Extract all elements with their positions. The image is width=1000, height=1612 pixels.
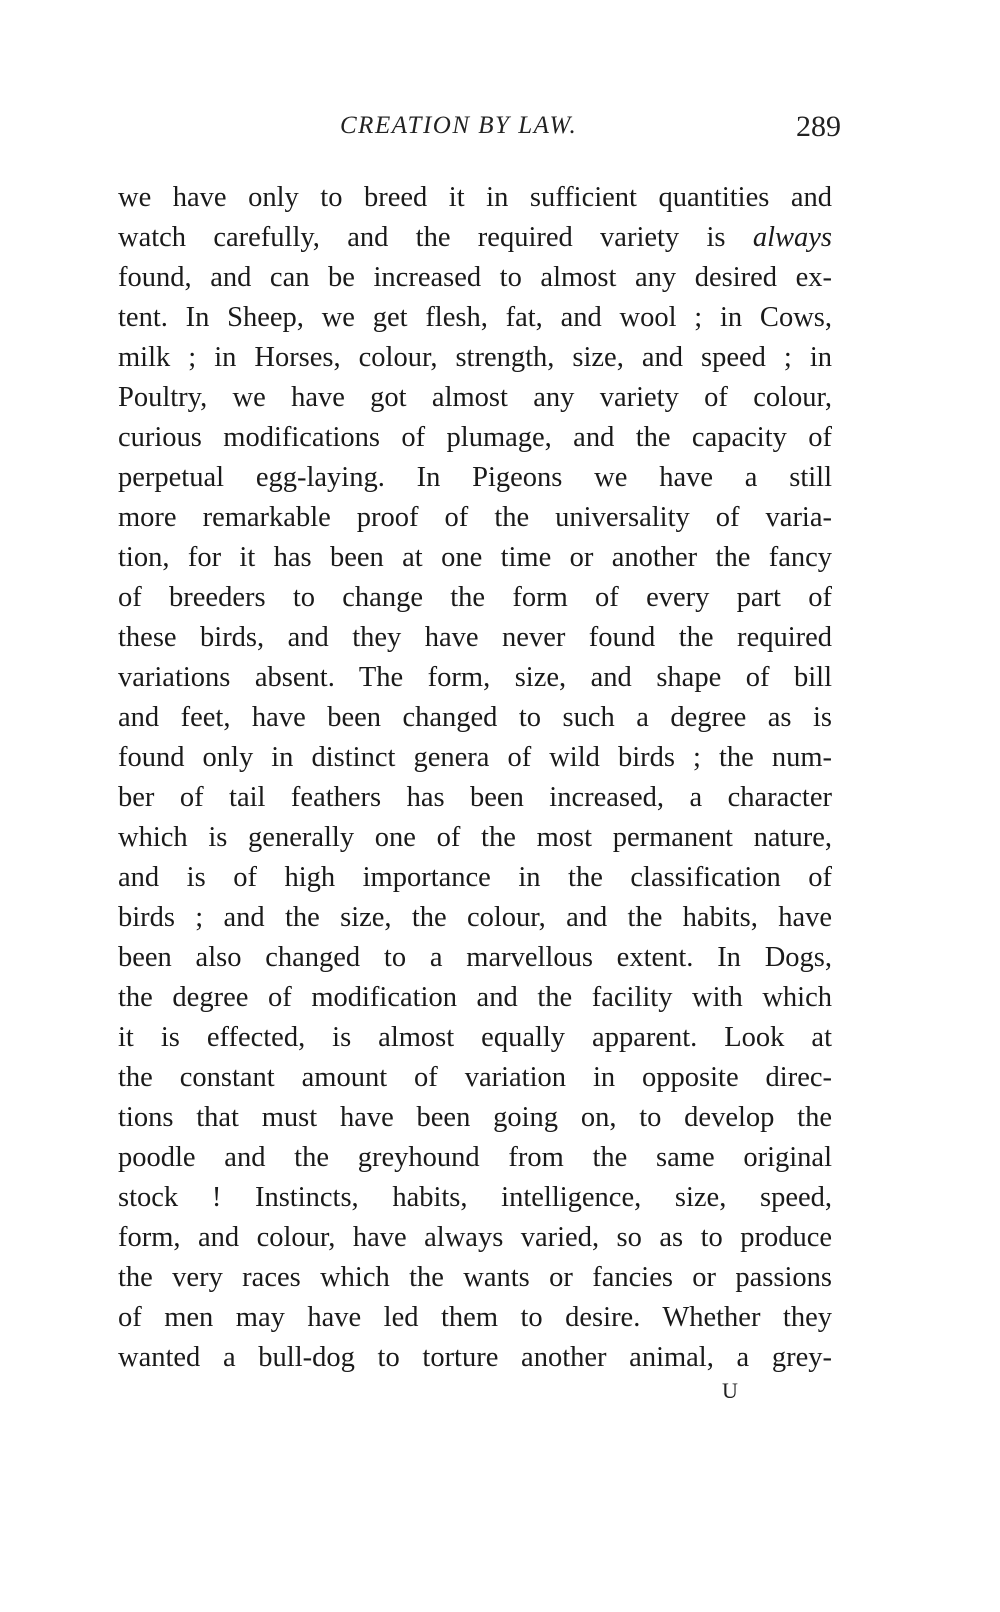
text-line: the constant amount of variation in opposite direc- (118, 1062, 832, 1093)
text-line: found, and can be increased to almost any desired ex- (118, 262, 832, 293)
text-line: the degree of modification and the facility with which (118, 982, 832, 1013)
text-line: of men may have led them to desire. Whether they (118, 1302, 832, 1333)
text-line: tent. In Sheep, we get flesh, fat, and wool ; in Cows, (118, 302, 832, 333)
text-line: of breeders to change the form of every part of (118, 582, 832, 613)
signature-mark: U (722, 1378, 738, 1403)
text-line: and feet, have been changed to such a degree as is (118, 702, 832, 733)
text-line: and is of high importance in the classification of (118, 862, 832, 893)
text-line (118, 218, 832, 258)
text-line: these birds, and they have never found the required (118, 622, 832, 653)
text-line: variations absent. The form, size, and shape of bill (118, 662, 832, 693)
text-line: ber of tail feathers has been increased, a character (118, 782, 832, 813)
text-line: we have only to breed it in sufficient quantities and (118, 182, 832, 213)
text-line: been also changed to a marvellous extent. In Dogs, (118, 942, 832, 973)
text-line: form, and colour, have always varied, so as to produce (118, 1222, 832, 1253)
text-line: birds ; and the size, the colour, and the habits, have (118, 902, 832, 933)
text-line: perpetual egg-laying. In Pigeons we have a still (118, 462, 832, 493)
text-line: poodle and the greyhound from the same original (118, 1142, 832, 1173)
italic-word: always (752, 222, 832, 253)
text-line: wanted a bull-dog to torture another animal, a grey- (118, 1342, 832, 1373)
text-line: the very races which the wants or fancies or passions (118, 1262, 832, 1293)
text-line: tion, for it has been at one time or another the fancy (118, 542, 832, 573)
text-line: found only in distinct genera of wild birds ; the num- (118, 742, 832, 773)
text-line: stock ! Instincts, habits, intelligence, size, speed, (118, 1182, 832, 1213)
text-line: tions that must have been going on, to develop the (118, 1102, 832, 1133)
text-line: curious modifications of plumage, and the capacity of (118, 422, 832, 453)
text-line: which is generally one of the most permanent nature, (118, 822, 832, 853)
text-line-part: watch carefully, and the required variety is (118, 222, 753, 253)
body-paragraph (118, 178, 832, 1378)
text-line: more remarkable proof of the universality of varia- (118, 502, 832, 533)
text-line: it is effected, is almost equally apparent. Look at (118, 1022, 832, 1053)
running-title: CREATION BY LAW. (340, 112, 578, 139)
text-line: milk ; in Horses, colour, strength, size, and speed ; in (118, 342, 832, 373)
page-number: 289 (796, 110, 841, 143)
text-line: Poultry, we have got almost any variety of colour, (118, 382, 832, 413)
